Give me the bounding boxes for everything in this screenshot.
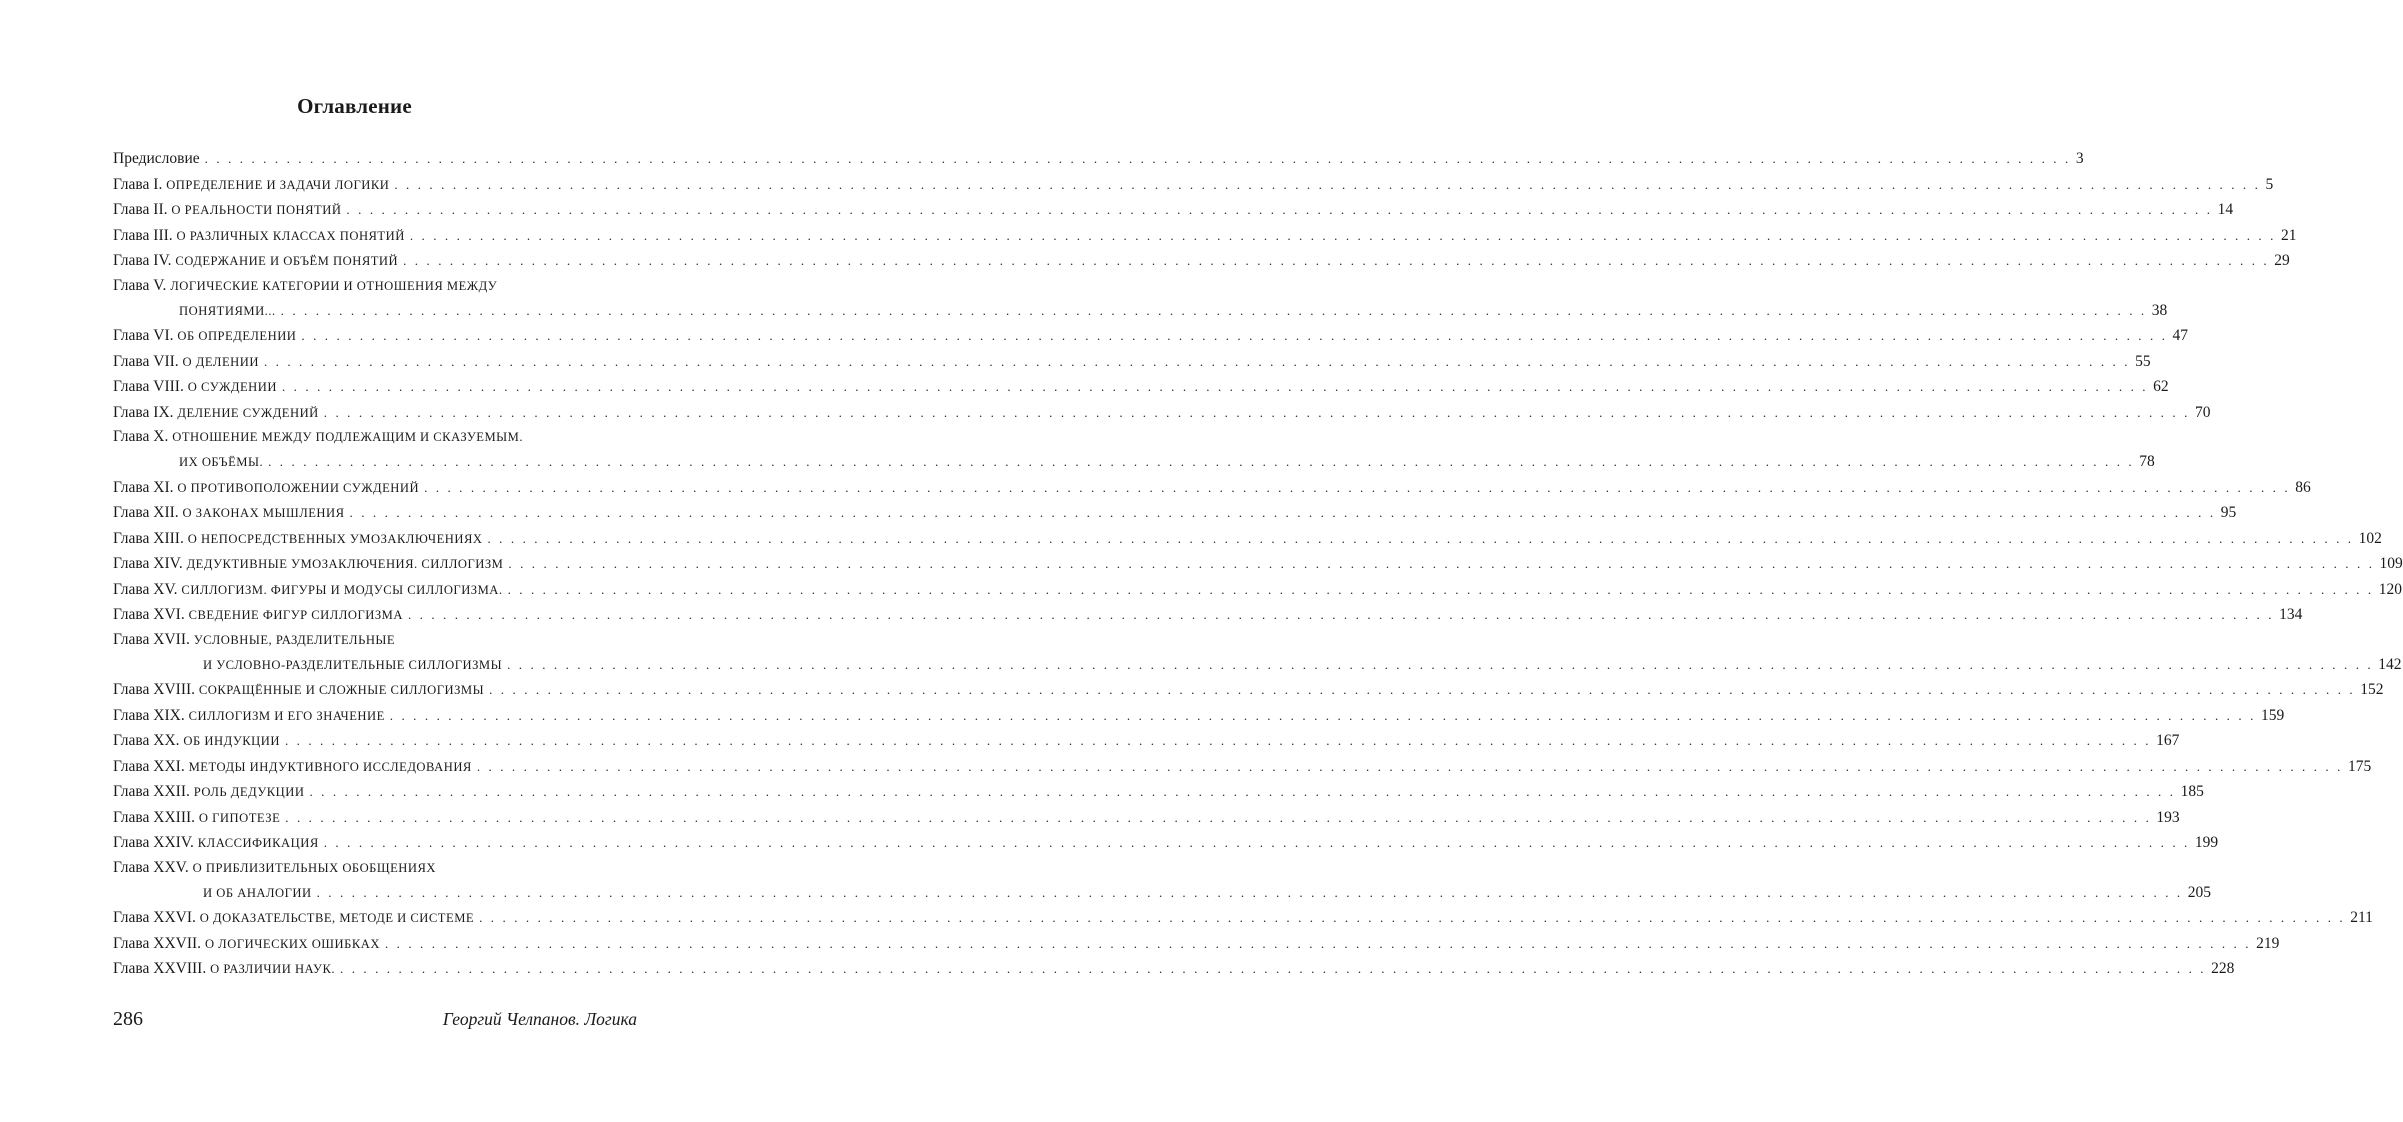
toc-entry[interactable] [113, 526, 2382, 552]
chapter-title: СИЛЛОГИЗМ И ЕГО ЗНАЧЕНИЕ [188, 708, 385, 723]
chapter-title: О ЗАКОНАХ МЫШЛЕНИЯ [182, 506, 345, 520]
chapter-number: Глава VIII. [113, 378, 184, 395]
toc-entry-label [113, 754, 472, 781]
toc-page-number: 102 [2358, 529, 2382, 547]
toc-entry[interactable] [113, 856, 637, 880]
leader-dots: . . . . . . . . . . . . . . . . . . . . . . . . . . . . . . . . . . . . . . . . . . . . . . . . . . . . . . . . . . . . . . . . . . . . . . . . . . . . . . . . . . . . . . . . . . . . . . . . . . . . . . . . . . . . . . . . . . . . . . . . . . . . . . . . . . . . . . . . . . . . . . . . . . . . . . . . . . . . . . . . [204, 151, 2071, 166]
chapter-title: СОДЕРЖАНИЕ И ОБЪЁМ ПОНЯТИЙ [175, 254, 399, 268]
leader-dots: . . . . . . . . . . . . . . . . . . . . . . . . . . . . . . . . . . . . . . . . . . . . . . . . . . . . . . . . . . . . . . . . . . . . . . . . . . . . . . . . . . . . . . . . . . . . . . . . . . . . . . . . . . . . . . . . . . . . . . . . . . . . . . . . . . . . . . . . . . . . . . . . . . . . . . . . . . . . . . . . [424, 479, 2291, 495]
toc-entry[interactable] [113, 248, 2290, 274]
chapter-number: Глава XXIII. [113, 808, 196, 826]
toc-page-number: 120 [2378, 580, 2402, 598]
leader-dots: . . . . . . . . . . . . . . . . . . . . . . . . . . . . . . . . . . . . . . . . . . . . . . . . . . . . . . . . . . . . . . . . . . . . . . . . . . . . . . . . . . . . . . . . . . . . . . . . . . . . . . . . . . . . . . . . . . . . . . . . . . . . . . . . . . . . . . . . . . . . . . . . . . . . . . . . . . . . . . . . [309, 784, 2176, 799]
toc-entry[interactable] [113, 374, 2169, 400]
chapter-number: Глава V. [113, 276, 167, 294]
toc-entry[interactable] [113, 500, 2237, 526]
chapter-title: О СУЖДЕНИИ [187, 380, 277, 394]
toc-entry-label [113, 905, 474, 932]
chapter-number: Глава I. [113, 175, 163, 193]
toc-entry-label [113, 500, 345, 527]
leader-dots: . . . . . . . . . . . . . . . . . . . . . . . . . . . . . . . . . . . . . . . . . . . . . . . . . . . . . . . . . . . . . . . . . . . . . . . . . . . . . . . . . . . . . . . . . . . . . . . . . . . . . . . . . . . . . . . . . . . . . . . . . . . . . . . . . . . . . . . . . . . . . . . . . . . . . . . . . . . . . . . . [285, 809, 2152, 825]
chapter-number: Глава III. [113, 226, 173, 244]
chapter-title: ДЕЛЕНИЕ СУЖДЕНИЙ [177, 405, 319, 420]
leader-dots: . . . . . . . . . . . . . . . . . . . . . . . . . . . . . . . . . . . . . . . . . . . . . . . . . . . . . . . . . . . . . . . . . . . . . . . . . . . . . . . . . . . . . . . . . . . . . . . . . . . . . . . . . . . . . . . . . . . . . . . . . . . . . . . . . . . . . . . . . . . . . . . . . . . . . . . . . . . . . . . . [263, 353, 2131, 369]
chapter-title: СВЕДЕНИЕ ФИГУР СИЛЛОГИЗМА [188, 608, 403, 622]
toc-entry-label [113, 526, 482, 553]
toc-page-number: 167 [2156, 732, 2180, 749]
chapter-number: Глава XVI. [113, 606, 185, 623]
chapter-title-continuation: ПОНЯТИЯМИ... [179, 303, 276, 318]
leader-dots: . . . . . . . . . . . . . . . . . . . . . . . . . . . . . . . . . . . . . . . . . . . . . . . . . . . . . . . . . . . . . . . . . . . . . . . . . . . . . . . . . . . . . . . . . . . . . . . . . . . . . . . . . . . . . . . . . . . . . . . . . . . . . . . . . . . . . . . . . . . . . . . . . . . . . . . . . . . . . . . . [301, 328, 2168, 343]
chapter-number: Глава XIV. [113, 555, 183, 572]
page-footer [113, 1008, 637, 1031]
toc-entry[interactable] [113, 475, 2311, 501]
chapter-number: Глава XVII. [113, 630, 190, 648]
toc-page-number: 152 [2360, 681, 2384, 698]
toc-entry[interactable] [113, 628, 637, 652]
leader-dots: . . . . . . . . . . . . . . . . . . . . . . . . . . . . . . . . . . . . . . . . . . . . . . . . . . . . . . . . . . . . . . . . . . . . . . . . . . . . . . . . . . . . . . . . . . . . . . . . . . . . . . . . . . . . . . . . . . . . . . . . . . . . . . . . . . . . . . . . . . . . . . . . . . . . . . . . . . . . . . . . [403, 253, 2270, 268]
chapter-title: О ДОКАЗАТЕЛЬСТВЕ, МЕТОДЕ И СИСТЕМЕ [199, 911, 475, 925]
toc-entry[interactable] [113, 425, 637, 449]
chapter-number: Глава IV. [113, 252, 172, 269]
toc-entry-label [113, 805, 280, 832]
chapter-title: СОКРАЩЁННЫЕ И СЛОЖНЫЕ СИЛЛОГИЗМЫ [198, 683, 485, 697]
toc-entry-label [113, 400, 319, 427]
leader-dots: . . . . . . . . . . . . . . . . . . . . . . . . . . . . . . . . . . . . . . . . . . . . . . . . . . . . . . . . . . . . . . . . . . . . . . . . . . . . . . . . . . . . . . . . . . . . . . . . . . . . . . . . . . . . . . . . . . . . . . . . . . . . . . . . . . . . . . . . . . . . . . . . . . . . . . . . . . . . . . . . [394, 176, 2261, 192]
chapter-title: О РЕАЛЬНОСТИ ПОНЯТИЙ [171, 203, 342, 217]
chapter-title: ОТНОШЕНИЕ МЕЖДУ ПОДЛЕЖАЩИМ И СКАЗУЕМЫМ. [172, 430, 523, 444]
leader-dots: . . . . . . . . . . . . . . . . . . . . . . . . . . . . . . . . . . . . . . . . . . . . . . . . . . . . . . . . . . . . . . . . . . . . . . . . . . . . . . . . . . . . . . . . . . . . . . . . . . . . . . . . . . . . . . . . . . . . . . . . . . . . . . . . . . . . . . . . . . . . . . . . . . . . . . . . . . . . . . . . [323, 835, 2190, 850]
toc-entry[interactable] [113, 197, 2234, 223]
chapter-title: О НЕПОСРЕДСТВЕННЫХ УМОЗАКЛЮЧЕНИЯХ [187, 531, 483, 546]
toc-entry-label [113, 146, 200, 172]
toc-page-number: 175 [2347, 757, 2372, 775]
toc-entry-label [113, 475, 419, 502]
toc-page-number: 55 [2135, 352, 2151, 370]
chapter-title: О ПРОТИВОПОЛОЖЕНИИ СУЖДЕНИЙ [177, 480, 420, 495]
chapter-title: О ЛОГИЧЕСКИХ ОШИБКАХ [204, 936, 380, 951]
footer-book-title: Георгий Челпанов. Логика [442, 1009, 637, 1029]
toc-entry-label [113, 830, 319, 857]
toc-page-number: 228 [2211, 960, 2235, 977]
toc-page-number: 185 [2180, 783, 2204, 800]
toc-entry[interactable] [113, 551, 2403, 577]
toc-entry-label [113, 197, 341, 224]
chapter-title: ОБ ИНДУКЦИИ [183, 734, 280, 748]
toc-entry[interactable] [113, 323, 2189, 349]
toc-page-number: 199 [2194, 834, 2219, 851]
toc-page-number: 219 [2256, 934, 2280, 952]
footer-page-number: 286 [113, 1008, 143, 1030]
toc-page-number: 86 [2295, 478, 2311, 496]
toc-page-number: 134 [2279, 606, 2303, 623]
toc-entry[interactable] [113, 677, 2384, 703]
chapter-number: Глава XXVIII. [113, 960, 207, 977]
toc-entry[interactable] [113, 779, 2204, 805]
chapter-title: О ПРИБЛИЗИТЕЛЬНЫХ ОБОБЩЕНИЯХ [192, 860, 436, 875]
toc-entry[interactable] [113, 956, 2235, 982]
leader-dots: . . . . . . . . . . . . . . . . . . . . . . . . . . . . . . . . . . . . . . . . . . . . . . . . . . . . . . . . . . . . . . . . . . . . . . . . . . . . . . . . . . . . . . . . . . . . . . . . . . . . . . . . . . . . . . . . . . . . . . . . . . . . . . . . . . . . . . . . . . . . . . . . . . . . . . . . . . . . . . . . [389, 707, 2256, 723]
chapter-number: Глава XXI. [113, 757, 185, 775]
chapter-title: КЛАССИФИКАЦИЯ [197, 836, 319, 850]
leader-dots: . . . . . . . . . . . . . . . . . . . . . . . . . . . . . . . . . . . . . . . . . . . . . . . . . . . . . . . . . . . . . . . . . . . . . . . . . . . . . . . . . . . . . . . . . . . . . . . . . . . . . . . . . . . . . . . . . . . . . . . . . . . . . . . . . . . . . . . . . . . . . . . . . . . . . . . . . . . . . . . . [384, 935, 2252, 951]
toc-entry-label [113, 425, 523, 449]
leader-dots: . . . . . . . . . . . . . . . . . . . . . . . . . . . . . . . . . . . . . . . . . . . . . . . . . . . . . . . . . . . . . . . . . . . . . . . . . . . . . . . . . . . . . . . . . . . . . . . . . . . . . . . . . . . . . . . . . . . . . . . . . . . . . . . . . . . . . . . . . . . . . . . . . . . . . . . . . . . . . . . . [346, 202, 2213, 217]
toc-page-number: 3 [2075, 150, 2084, 167]
toc-page-number: 78 [2139, 453, 2155, 470]
chapter-number: Глава X. [113, 428, 169, 445]
chapter-title: ЛОГИЧЕСКИЕ КАТЕГОРИИ И ОТНОШЕНИЯ МЕЖДУ [170, 278, 498, 293]
toc-page-number: 211 [2350, 909, 2373, 926]
toc-entry-label [113, 779, 304, 806]
chapter-number: Глава VI. [113, 327, 174, 344]
toc-entry[interactable] [113, 805, 2180, 831]
chapter-title: РОЛЬ ДЕДУКЦИИ [193, 785, 305, 799]
toc-entry-label [113, 931, 380, 958]
toc-page-number: 29 [2274, 252, 2290, 269]
toc-page-number: 14 [2217, 201, 2234, 218]
toc-page-number: 70 [2194, 403, 2211, 421]
chapter-number: Глава II. [113, 201, 168, 218]
toc-entry-continuation[interactable] [113, 880, 2212, 906]
toc-entry-label [113, 703, 385, 730]
toc-entry-label [113, 677, 484, 704]
table-of-contents [113, 146, 2403, 982]
chapter-number: Глава XXV. [113, 858, 189, 876]
page-title: Оглавление [297, 94, 412, 118]
chapter-title: МЕТОДЫ ИНДУКТИВНОГО ИССЛЕДОВАНИЯ [188, 759, 472, 774]
toc-entry[interactable] [113, 905, 2373, 931]
toc-page-number: 205 [2187, 883, 2212, 901]
toc-page-number: 159 [2260, 706, 2285, 724]
leader-dots: . . . . . . . . . . . . . . . . . . . . . . . . . . . . . . . . . . . . . . . . . . . . . . . . . . . . . . . . . . . . . . . . . . . . . . . . . . . . . . . . . . . . . . . . . . . . . . . . . . . . . . . . . . . . . . . . . . . . . . . . . . . . . . . . . . . . . . . . . . . . . . . . . . . . . . . . . . . . . . . . [507, 581, 2374, 597]
toc-entry-label [113, 602, 403, 629]
chapter-title: О РАЗЛИЧНЫХ КЛАССАХ ПОНЯТИЙ [176, 228, 405, 243]
chapter-number: Глава XIII. [113, 529, 184, 547]
chapter-number: Глава XXVII. [113, 934, 202, 952]
leader-dots: . . . . . . . . . . . . . . . . . . . . . . . . . . . . . . . . . . . . . . . . . . . . . . . . . . . . . . . . . . . . . . . . . . . . . . . . . . . . . . . . . . . . . . . . . . . . . . . . . . . . . . . . . . . . . . . . . . . . . . . . . . . . . . . . . . . . . . . . . . . . . . . . . . . . . . . . . . . . . . . . [508, 556, 2375, 571]
chapter-number: Глава XII. [113, 504, 179, 521]
toc-entry[interactable] [113, 223, 2297, 249]
toc-page-number: 62 [2153, 378, 2169, 395]
chapter-number: Глава XIX. [113, 706, 185, 724]
toc-page-number: 5 [2265, 175, 2274, 193]
toc-entry-continuation[interactable] [113, 449, 2155, 475]
chapter-title: ДЕДУКТИВНЫЕ УМОЗАКЛЮЧЕНИЯ. СИЛЛОГИЗМ [186, 557, 504, 571]
toc-entry-label [113, 628, 395, 652]
chapter-number: Глава XXIV. [113, 834, 194, 851]
chapter-number: Глава XVIII. [113, 681, 196, 698]
toc-entry-continuation[interactable] [113, 298, 2168, 324]
leader-dots: . . . . . . . . . . . . . . . . . . . . . . . . . . . . . . . . . . . . . . . . . . . . . . . . . . . . . . . . . . . . . . . . . . . . . . . . . . . . . . . . . . . . . . . . . . . . . . . . . . . . . . . . . . . . . . . . . . . . . . . . . . . . . . . . . . . . . . . . . . . . . . . . . . . . . . . . . . . . . . . . [407, 607, 2275, 622]
toc-entry-label [113, 172, 389, 199]
toc-entry[interactable] [113, 754, 2372, 780]
chapter-title: УСЛОВНЫЕ, РАЗДЕЛИТЕЛЬНЫЕ [193, 632, 396, 647]
toc-entry-label [113, 248, 398, 275]
chapter-title: ОПРЕДЕЛЕНИЕ И ЗАДАЧИ ЛОГИКИ [166, 177, 390, 192]
chapter-number: Глава XV. [113, 580, 178, 598]
toc-entry-label [113, 728, 280, 755]
leader-dots: . . . . . . . . . . . . . . . . . . . . . . . . . . . . . . . . . . . . . . . . . . . . . . . . . . . . . . . . . . . . . . . . . . . . . . . . . . . . . . . . . . . . . . . . . . . . . . . . . . . . . . . . . . . . . . . . . . . . . . . . . . . . . . . . . . . . . . . . . . . . . . . . . . . . . . . . . . . . . . . . [489, 682, 2356, 697]
toc-entry[interactable] [113, 703, 2285, 729]
chapter-number: Глава VII. [113, 352, 179, 370]
leader-dots: . . . . . . . . . . . . . . . . . . . . . . . . . . . . . . . . . . . . . . . . . . . . . . . . . . . . . . . . . . . . . . . . . . . . . . . . . . . . . . . . . . . . . . . . . . . . . . . . . . . . . . . . . . . . . . . . . . . . . . . . . . . . . . . . . . . . . . . . . . . . . . . . . . . . . . . . . . . . . . . . [487, 530, 2354, 546]
chapter-title-continuation: И ОБ АНАЛОГИИ [203, 885, 312, 900]
leader-dots: . . . . . . . . . . . . . . . . . . . . . . . . . . . . . . . . . . . . . . . . . . . . . . . . . . . . . . . . . . . . . . . . . . . . . . . . . . . . . . . . . . . . . . . . . . . . . . . . . . . . . . . . . . . . . . . . . . . . . . . . . . . . . . . . . . . . . . . . . . . . . . . . . . . . . . . . . . . . . . . . [340, 961, 2207, 976]
leader-dots: . . . . . . . . . . . . . . . . . . . . . . . . . . . . . . . . . . . . . . . . . . . . . . . . . . . . . . . . . . . . . . . . . . . . . . . . . . . . . . . . . . . . . . . . . . . . . . . . . . . . . . . . . . . . . . . . . . . . . . . . . . . . . . . . . . . . . . . . . . . . . . . . . . . . . . . . . . . . . . . . [479, 910, 2346, 925]
chapter-number: Глава XI. [113, 478, 174, 496]
leader-dots: . . . . . . . . . . . . . . . . . . . . . . . . . . . . . . . . . . . . . . . . . . . . . . . . . . . . . . . . . . . . . . . . . . . . . . . . . . . . . . . . . . . . . . . . . . . . . . . . . . . . . . . . . . . . . . . . . . . . . . . . . . . . . . . . . . . . . . . . . . . . . . . . . . . . . . . . . . . . . . . . [507, 656, 2374, 672]
toc-entry-label [113, 577, 503, 604]
toc-page-number: 109 [2379, 555, 2403, 572]
leader-dots: . . . . . . . . . . . . . . . . . . . . . . . . . . . . . . . . . . . . . . . . . . . . . . . . . . . . . . . . . . . . . . . . . . . . . . . . . . . . . . . . . . . . . . . . . . . . . . . . . . . . . . . . . . . . . . . . . . . . . . . . . . . . . . . . . . . . . . . . . . . . . . . . . . . . . . . . . . . . . . . . [409, 227, 2276, 243]
toc-page-number: 38 [2151, 301, 2168, 319]
toc-entry[interactable] [113, 830, 2219, 856]
leader-dots: . . . . . . . . . . . . . . . . . . . . . . . . . . . . . . . . . . . . . . . . . . . . . . . . . . . . . . . . . . . . . . . . . . . . . . . . . . . . . . . . . . . . . . . . . . . . . . . . . . . . . . . . . . . . . . . . . . . . . . . . . . . . . . . . . . . . . . . . . . . . . . . . . . . . . . . . . . . . . . . . [284, 733, 2152, 748]
toc-entry-label [113, 856, 436, 880]
leader-dots: . . . . . . . . . . . . . . . . . . . . . . . . . . . . . . . . . . . . . . . . . . . . . . . . . . . . . . . . . . . . . . . . . . . . . . . . . . . . . . . . . . . . . . . . . . . . . . . . . . . . . . . . . . . . . . . . . . . . . . . . . . . . . . . . . . . . . . . . . . . . . . . . . . . . . . . . . . . . . . . . [323, 404, 2190, 420]
toc-entry-label [113, 274, 497, 298]
chapter-title: СИЛЛОГИЗМ. ФИГУРЫ И МОДУСЫ СИЛЛОГИЗМА. [181, 582, 503, 597]
leader-dots: . . . . . . . . . . . . . . . . . . . . . . . . . . . . . . . . . . . . . . . . . . . . . . . . . . . . . . . . . . . . . . . . . . . . . . . . . . . . . . . . . . . . . . . . . . . . . . . . . . . . . . . . . . . . . . . . . . . . . . . . . . . . . . . . . . . . . . . . . . . . . . . . . . . . . . . . . . . . . . . . [280, 302, 2147, 318]
leader-dots: . . . . . . . . . . . . . . . . . . . . . . . . . . . . . . . . . . . . . . . . . . . . . . . . . . . . . . . . . . . . . . . . . . . . . . . . . . . . . . . . . . . . . . . . . . . . . . . . . . . . . . . . . . . . . . . . . . . . . . . . . . . . . . . . . . . . . . . . . . . . . . . . . . . . . . . . . . . . . . . . [476, 758, 2343, 774]
chapter-number: Глава XX. [113, 732, 180, 749]
leader-dots: . . . . . . . . . . . . . . . . . . . . . . . . . . . . . . . . . . . . . . . . . . . . . . . . . . . . . . . . . . . . . . . . . . . . . . . . . . . . . . . . . . . . . . . . . . . . . . . . . . . . . . . . . . . . . . . . . . . . . . . . . . . . . . . . . . . . . . . . . . . . . . . . . . . . . . . . . . . . . . . . [281, 379, 2149, 394]
toc-page-number: 47 [2172, 327, 2189, 344]
toc-entry-label [113, 374, 277, 401]
chapter-title: ОБ ОПРЕДЕЛЕНИИ [177, 329, 297, 343]
toc-entry-label [113, 223, 405, 250]
chapter-number: Предисловие [113, 150, 200, 167]
toc-entry[interactable] [113, 400, 2211, 426]
toc-entry-label [113, 323, 296, 350]
toc-page-number: 95 [2220, 504, 2237, 521]
toc-entry[interactable] [113, 274, 637, 298]
toc-entry[interactable] [113, 602, 2303, 628]
toc-page-number: 193 [2156, 808, 2180, 826]
toc-entry[interactable] [113, 349, 2151, 375]
chapter-number: Глава IX. [113, 403, 174, 421]
toc-entry-continuation[interactable] [113, 652, 2402, 678]
leader-dots: . . . . . . . . . . . . . . . . . . . . . . . . . . . . . . . . . . . . . . . . . . . . . . . . . . . . . . . . . . . . . . . . . . . . . . . . . . . . . . . . . . . . . . . . . . . . . . . . . . . . . . . . . . . . . . . . . . . . . . . . . . . . . . . . . . . . . . . . . . . . . . . . . . . . . . . . . . . . . . . . [349, 505, 2216, 520]
toc-entry-label [113, 349, 259, 376]
toc-entry[interactable] [113, 577, 2402, 603]
leader-dots: . . . . . . . . . . . . . . . . . . . . . . . . . . . . . . . . . . . . . . . . . . . . . . . . . . . . . . . . . . . . . . . . . . . . . . . . . . . . . . . . . . . . . . . . . . . . . . . . . . . . . . . . . . . . . . . . . . . . . . . . . . . . . . . . . . . . . . . . . . . . . . . . . . . . . . . . . . . . . . . . [316, 884, 2183, 900]
chapter-number: Глава XXVI. [113, 909, 196, 926]
toc-entry[interactable] [113, 931, 2280, 957]
toc-entry-label [113, 551, 503, 578]
chapter-title: О ГИПОТЕЗЕ [198, 810, 281, 825]
toc-entry[interactable] [113, 146, 2084, 172]
chapter-title: О РАЗЛИЧИИ НАУК. [210, 962, 335, 976]
toc-entry[interactable] [113, 172, 2274, 198]
chapter-title: О ДЕЛЕНИИ [182, 354, 259, 369]
toc-page-number: 21 [2280, 226, 2297, 244]
toc-entry-label [113, 956, 335, 983]
chapter-title-continuation: И УСЛОВНО-РАЗДЕЛИТЕЛЬНЫЕ СИЛЛОГИЗМЫ [203, 657, 503, 672]
chapter-title-continuation: ИХ ОБЪЁМЫ. [179, 455, 264, 469]
toc-entry[interactable] [113, 728, 2180, 754]
leader-dots: . . . . . . . . . . . . . . . . . . . . . . . . . . . . . . . . . . . . . . . . . . . . . . . . . . . . . . . . . . . . . . . . . . . . . . . . . . . . . . . . . . . . . . . . . . . . . . . . . . . . . . . . . . . . . . . . . . . . . . . . . . . . . . . . . . . . . . . . . . . . . . . . . . . . . . . . . . . . . . . . [268, 454, 2135, 469]
toc-page-number: 142 [2378, 655, 2402, 673]
chapter-number: Глава XXII. [113, 783, 190, 800]
